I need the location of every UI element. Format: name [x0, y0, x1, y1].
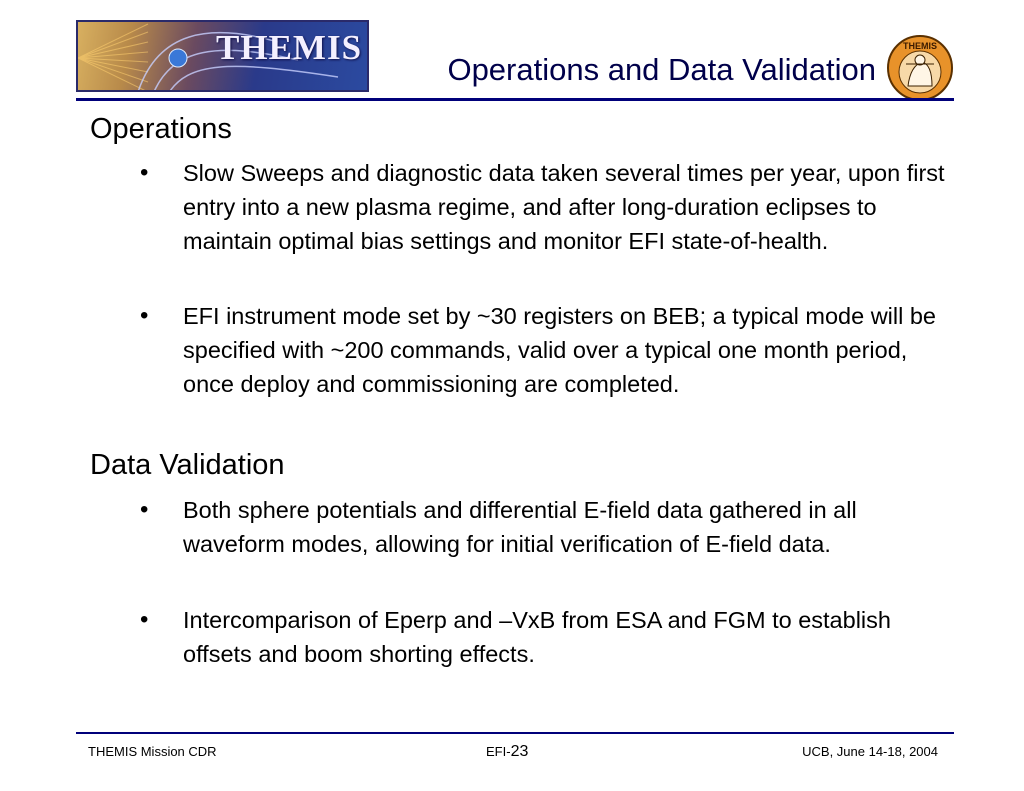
bullet-marker: •	[140, 606, 149, 633]
bullet-item: Slow Sweeps and diagnostic data taken several times per year, upon first entry into a new plasma regime, and after long-duration eclipses to maintain optimal bias settings and monitor EFI state-of-health.	[183, 160, 945, 254]
bullet-marker: •	[140, 496, 149, 523]
themis-logo-text: THEMIS	[216, 28, 363, 67]
bullet-item: Both sphere potentials and differential E-field data gathered in all waveform modes, allowing for initial verification of E-field data.	[183, 497, 857, 557]
footer-divider	[76, 732, 954, 734]
title-divider	[76, 98, 954, 101]
section-heading-data-validation: Data Validation	[90, 449, 285, 481]
footer-page-prefix: EFI-	[486, 744, 511, 759]
slide-title: Operations and Data Validation	[447, 52, 876, 87]
page-number: 23	[510, 743, 529, 760]
themis-logo-banner	[76, 20, 369, 92]
themis-seal-icon	[886, 34, 954, 102]
bullet-item: Intercomparison of Eperp and –VxB from ESA and FGM to establish offsets and boom shorting effects.	[183, 607, 891, 667]
section-heading-operations: Operations	[90, 113, 232, 145]
footer-page	[486, 744, 528, 760]
svg-text:THEMIS: THEMIS	[902, 41, 938, 51]
footer-event: THEMIS Mission CDR	[88, 744, 217, 759]
bullet-marker: •	[140, 159, 149, 186]
bullet-marker: •	[140, 302, 149, 329]
bullet-item: EFI instrument mode set by ~30 registers on BEB; a typical mode will be specified with ~200 commands, valid over a typical one month period, once deploy and commissioning are completed.	[183, 303, 936, 397]
footer-date: UCB, June 14-18, 2004	[802, 744, 938, 759]
